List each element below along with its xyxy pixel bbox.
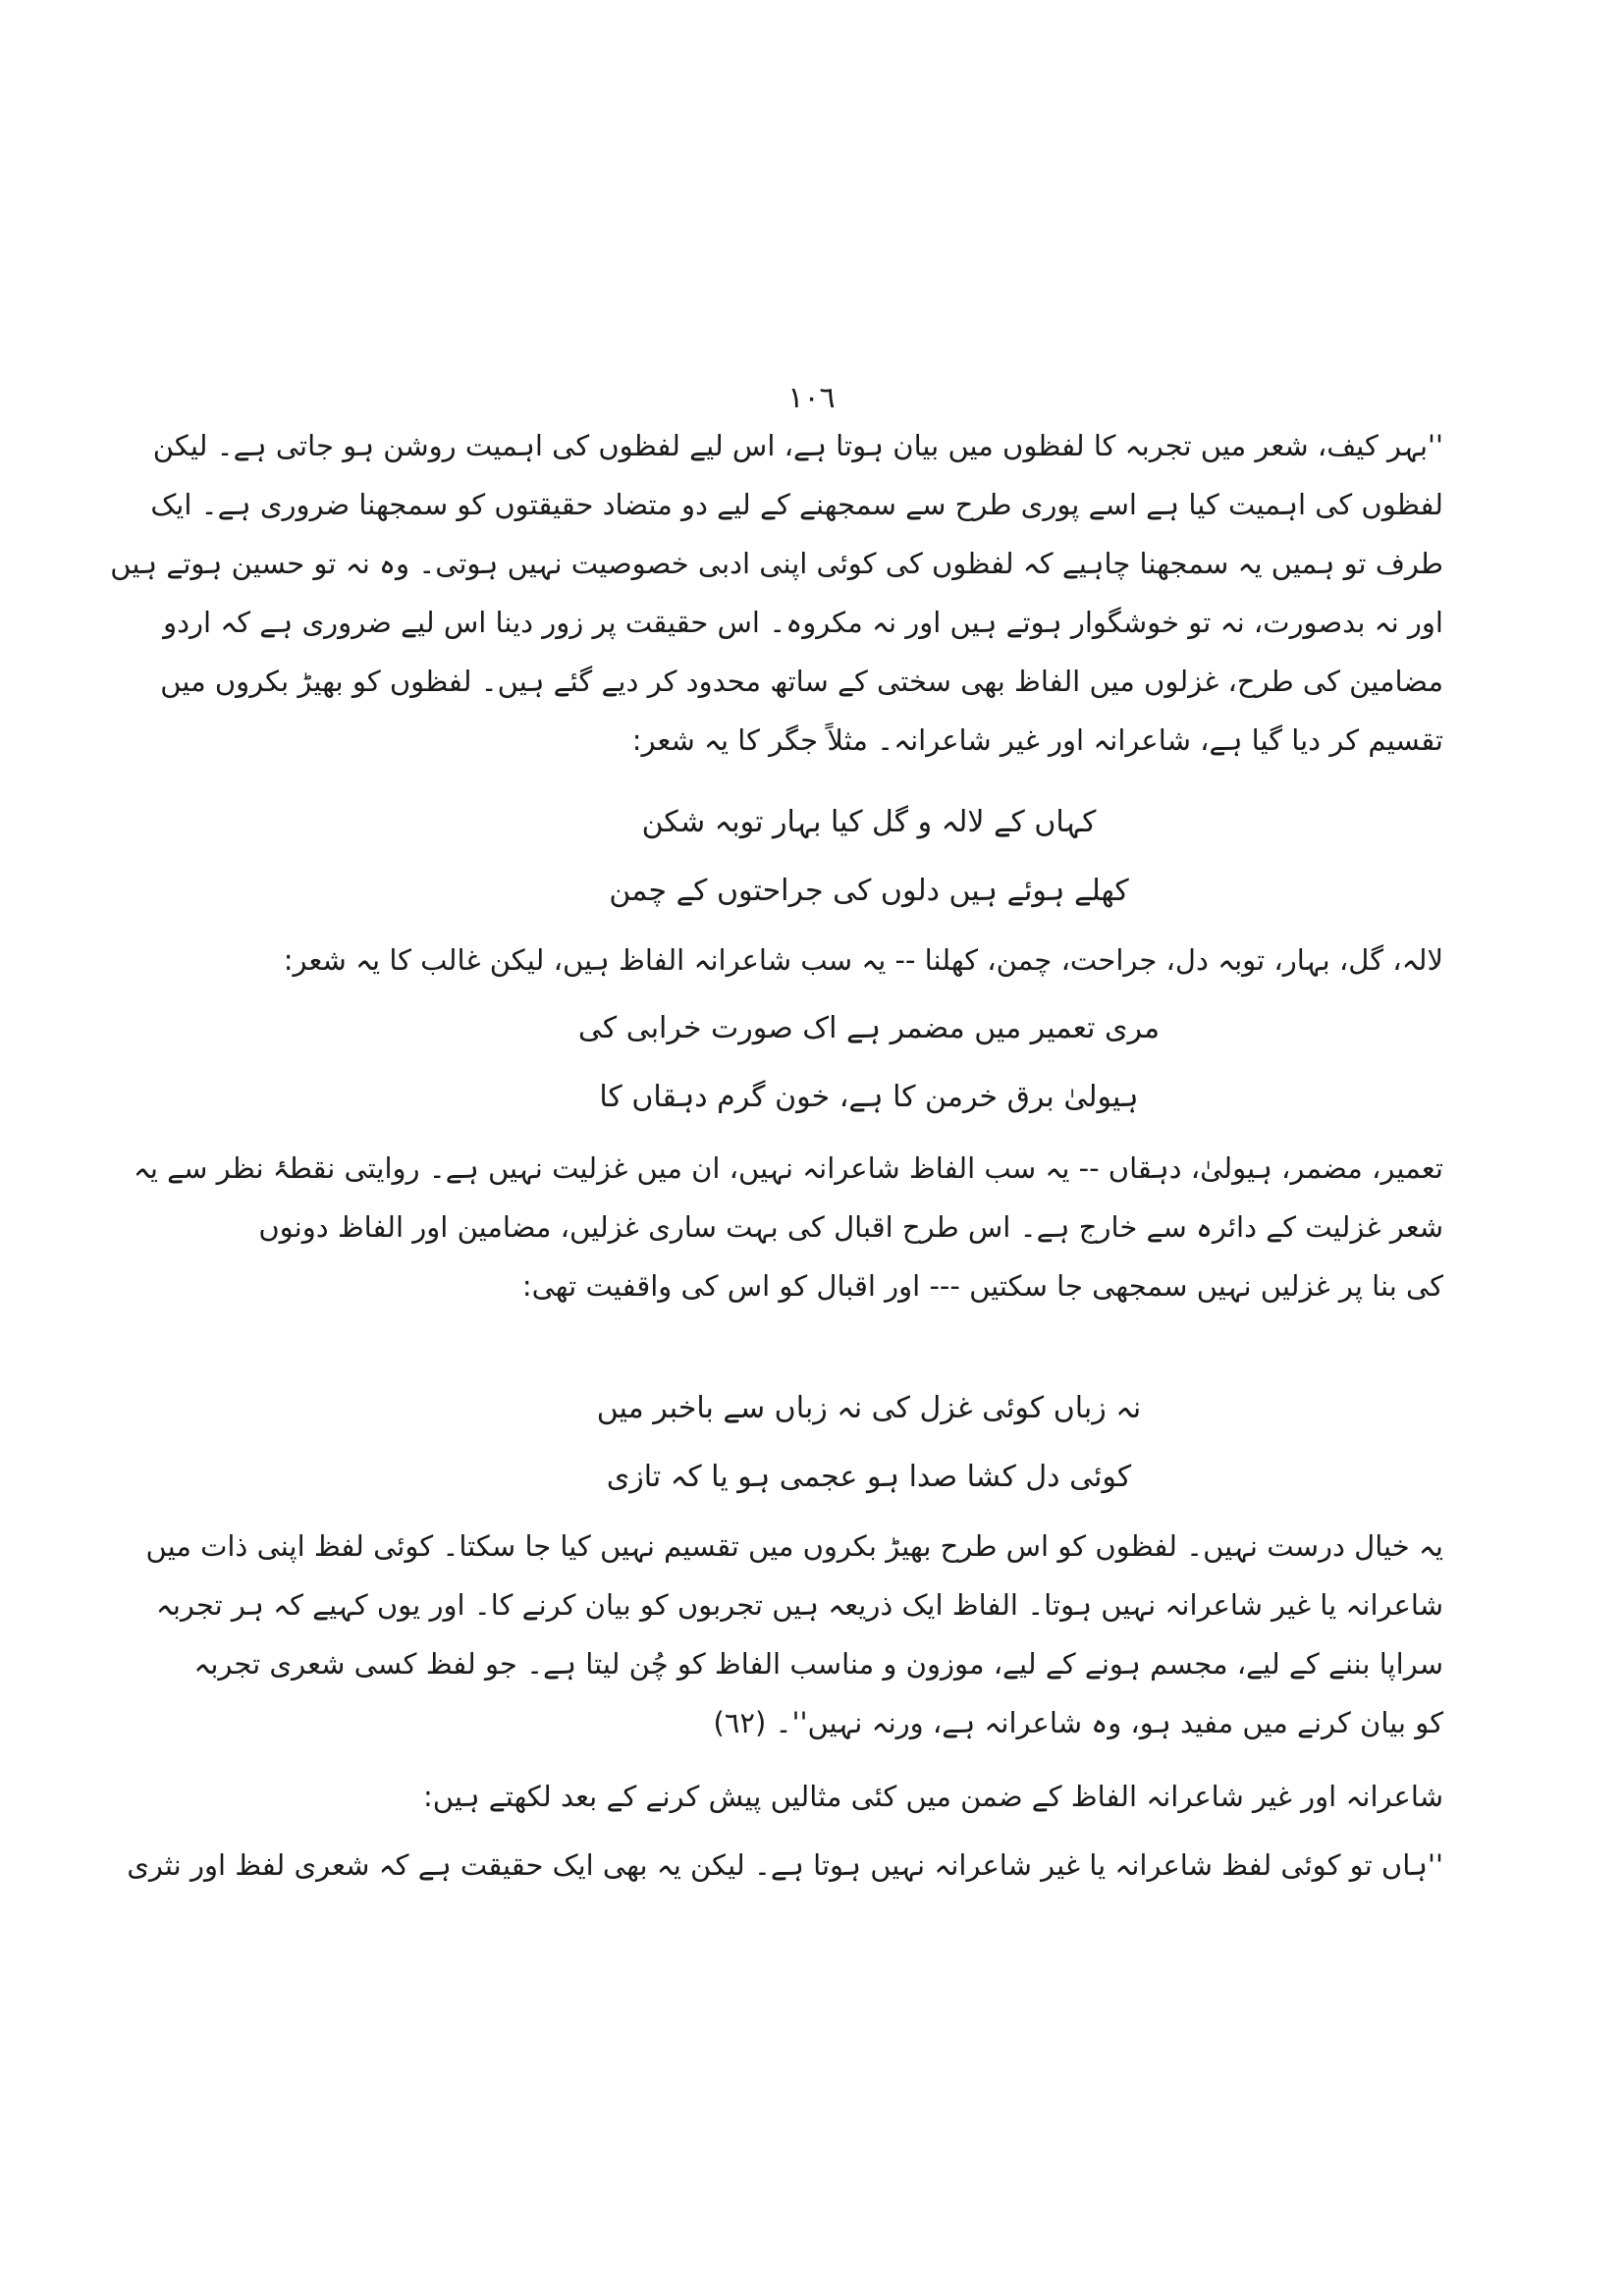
text-line: کی بنا پر غزلیں نہیں سمجھی جا سکتیں --- اور اقبال کو اس کی واقفیت تھی: bbox=[521, 1269, 1443, 1303]
text-line: ''ہاں تو کوئی لفظ شاعرانہ یا غیر شاعرانہ نہیں ہوتا ہے۔ لیکن یہ بھی ایک حقیقت ہے کہ شعری لفظ اور نثری bbox=[127, 1848, 1443, 1882]
paragraph-5 bbox=[295, 1767, 1443, 1826]
text-line: شعر غزلیت کے دائرہ سے خارج ہے۔ اس طرح اقبال کی بہت ساری غزلیں، مضامین اور الفاظ دونوں bbox=[258, 1210, 1443, 1244]
text-line: لالہ، گل، بہار، توبہ دل، جراحت، چمن، کھلنا -- یہ سب شاعرانہ الفاظ ہیں، لیکن غالب کا یہ شعر: bbox=[283, 943, 1443, 977]
text-line: سراپا بننے کے لیے، مجسم ہونے کے لیے، موزون و مناسب الفاظ کو چُن لیتا ہے۔ جو لفظ کسی شعری تجربہ bbox=[193, 1647, 1443, 1681]
text-line: لفظوں کی اہمیت کیا ہے اسے پوری طرح سے سمجھنے کے لیے دو متضاد حقیقتوں کو سمجھنا ضروری ہے۔ ایک bbox=[150, 488, 1443, 521]
paragraph-3 bbox=[133, 1139, 1443, 1315]
text-line: مضامین کی طرح، غزلوں میں الفاظ بھی سختی کے ساتھ محدود کر دیے گئے ہیں۔ لفظوں کو بھیڑ بکروں میں bbox=[160, 665, 1443, 698]
verse-line: کوئی دل کشا صدا ہو عجمی ہو یا کہ تازی bbox=[606, 1460, 1132, 1494]
paragraph-4 bbox=[145, 1517, 1443, 1752]
text-line: یہ خیال درست نہیں۔ لفظوں کو اس طرح بھیڑ بکروں میں تقسیم نہیں کیا جا سکتا۔ کوئی لفظ اپنی ذات میں bbox=[145, 1529, 1443, 1563]
text-line: ''بہر کیف، شعر میں تجربہ کا لفظوں میں بیان ہوتا ہے، اس لیے لفظوں کی اہمیت روشن ہو جاتی ہے۔ لیکن bbox=[152, 429, 1443, 462]
text-line: تقسیم کر دیا گیا ہے، شاعرانہ اور غیر شاعرانہ۔ مثلاً جگر کا یہ شعر: bbox=[631, 723, 1443, 757]
paragraph-1 bbox=[110, 416, 1443, 770]
text-line: کو بیان کرنے میں مفید ہو، وہ شاعرانہ ہے، ورنہ نہیں''۔ (٦٢) bbox=[713, 1706, 1443, 1739]
text-line: طرف تو ہمیں یہ سمجھنا چاہیے کہ لفظوں کی کوئی اپنی ادبی خصوصیت نہیں ہوتی۔ وہ نہ تو حسین ہوتے ہیں bbox=[110, 547, 1443, 580]
text-line: تعمیر، مضمر، ہیولیٰ، دہقاں -- یہ سب الفاظ شاعرانہ نہیں، ان میں غزلیت نہیں ہے۔ روایتی نقطۂ نظر سے یہ bbox=[133, 1151, 1443, 1185]
verse-line: کھلے ہوئے ہیں دلوں کی جراحتوں کے چمن bbox=[609, 874, 1129, 908]
verse-line: کہاں کے لالہ و گل کیا بہار توبہ شکن bbox=[641, 805, 1097, 839]
text-line: اور نہ بدصورت، نہ تو خوشگوار ہوتے ہیں اور نہ مکروہ۔ اس حقیقت پر زور دینا اس لیے ضروری ہے کہ اردو bbox=[163, 606, 1443, 639]
text-line: شاعرانہ اور غیر شاعرانہ الفاظ کے ضمن میں کئی مثالیں پیش کرنے کے بعد لکھتے ہیں: bbox=[422, 1780, 1443, 1813]
paragraph-2 bbox=[283, 931, 1443, 989]
paragraph-6 bbox=[127, 1836, 1443, 1895]
page-number: ١٠٦ bbox=[787, 381, 836, 415]
verse-line: نہ زباں کوئی غزل کی نہ زباں سے باخبر میں bbox=[596, 1391, 1142, 1425]
verse-line: ہیولیٰ برق خرمن کا ہے، خون گرم دہقاں کا bbox=[599, 1080, 1139, 1114]
verse-line: مری تعمیر میں مضمر ہے اک صورت خرابی کی bbox=[577, 1011, 1161, 1045]
text-line: شاعرانہ یا غیر شاعرانہ نہیں ہوتا۔ الفاظ ایک ذریعہ ہیں تجربوں کو بیان کرنے کا۔ اور یوں کہیے کہ ہر تجربہ bbox=[155, 1588, 1443, 1622]
